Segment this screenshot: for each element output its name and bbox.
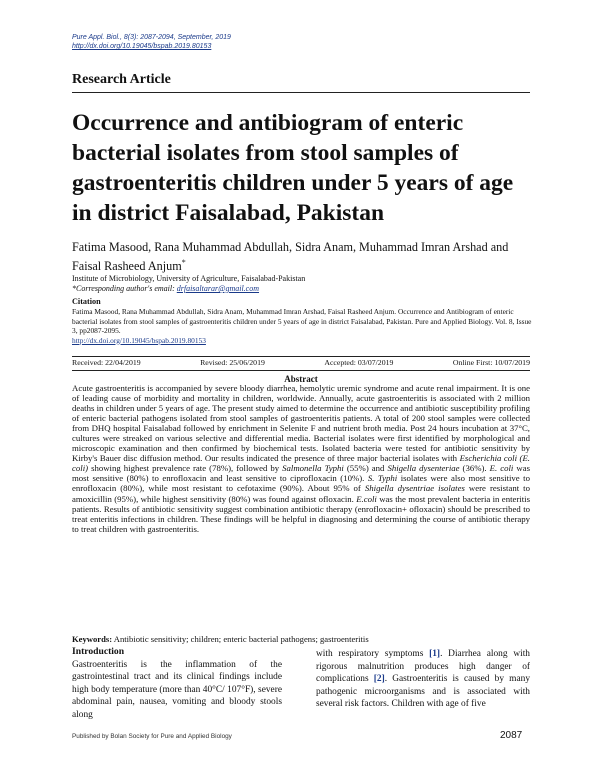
organism-name: S. Typhi [367, 473, 398, 484]
page-number: 2087 [500, 730, 523, 741]
citation-block [72, 307, 532, 345]
keywords-label: Keywords: [72, 634, 113, 644]
intro-text-left: Gastroenteritis is the inflammation of the gastrointestinal tract and its clinical findings include high body temperature (more than 40°C/ 107°F), severe abdominal pain, nausea, vomiting and bloody stools along [72, 659, 282, 720]
journal-doi-link[interactable]: http://dx.doi.org/10.19045/bspab.2019.80153 [72, 43, 212, 50]
organism-name: Escherichia coli (E. coli) [72, 453, 530, 474]
organism-name: Shigella dysenteriae [387, 463, 460, 474]
abstract-text: was the most prevalent bacteria in enteritis patients. Results of antibiotic sensitivity suggest combination antibiotic therapy (enrofloxacin+ ofloxacin) should be prescribed to treat enteritis infections in children. These findings will be helpful in diagnosing and determining the course of antibiotic therapy to treat children with gastroenteritis. [72, 493, 530, 534]
abstract-text: were resistant to amoxicillin (95%), while highest sensitivity (80%) was found against ofloxacin. [72, 483, 530, 504]
abstract-text: (55%) and [343, 463, 388, 474]
organism-name: E.coli [356, 493, 377, 504]
correspondence-email-link[interactable]: drfaisaltarar@gmail.com [176, 284, 260, 293]
authors-text: Fatima Masood, Rana Muhammad Abdullah, Sidra Anam, Muhammad Imran Arshad and Faisal Rasheed Anjum [72, 240, 509, 274]
date-online: Online First: 10/07/2019 [452, 358, 530, 367]
date-revised: Revised: 25/06/2019 [200, 358, 265, 367]
intro-text: with respiratory symptoms [316, 649, 430, 659]
date-accepted: Accepted: 03/07/2019 [324, 358, 394, 367]
intro-column-right [316, 648, 530, 711]
date-received: Received: 22/04/2019 [72, 358, 141, 367]
page-title: Occurrence and antibiogram of enteric bacterial isolates from stool samples of gastroenteritis children under 5 years of age in district Faisalabad, Pakistan [72, 110, 514, 226]
corresponding-mark: * [181, 258, 186, 267]
keywords-text: Antibiotic sensitivity; children; enteric bacterial pathogens; gastroenteritis [112, 634, 369, 644]
keywords [72, 634, 530, 644]
citation-doi-link[interactable]: http://dx.doi.org/10.19045/bspab.2019.80153 [72, 335, 206, 345]
footer-publisher: Published by Bolan Society for Pure and Applied Biology [72, 733, 232, 740]
citation-heading: Citation [72, 297, 101, 306]
journal-header [72, 33, 231, 51]
header-divider [72, 92, 530, 93]
intro-text: . Diarrhea along with rigorous malnutrition produces high danger of complications [316, 649, 530, 684]
affiliation: Institute of Microbiology, University of Agriculture, Faisalabad-Pakistan [72, 274, 306, 283]
correspondence [72, 284, 259, 294]
abstract-text: was most sensitive (80%) to enrofloxacin and least sensitive to ciprofloxacin (10%). [72, 463, 530, 484]
dates-bottom-divider [72, 370, 530, 371]
organism-name: Shigella dysentriae isolates [364, 483, 465, 494]
author-list [72, 239, 532, 274]
abstract-body [72, 383, 530, 534]
intro-text: . Gastroenteritis is caused by many pathogenic microorganisms and is associated with several risk factors. Children with age of five [316, 674, 531, 709]
journal-citation: Pure Appl. Biol., 8(3): 2087-2094, September, 2019 [72, 34, 231, 41]
dates-row [72, 358, 530, 367]
reference-link-1[interactable]: [1] [429, 649, 441, 659]
correspondence-label: *Corresponding author's email: [72, 284, 177, 293]
citation-text: Fatima Masood, Rana Muhammad Abdullah, Sidra Anam, Muhammad Imran Arshad, Faisal Rasheed Anjum. Occurrence and Antibiogram of enteric bacterial isolates from stool samples of gastroenteritis children under 5 years of age in district Faisalabad, Pakistan. Pure and Applied Biology. Vol. 8, Issue 3, pp2087-2095. [72, 307, 532, 336]
abstract-text: Acute gastroenteritis is accompanied by severe bloody diarrhea, hemolytic uremic syndrome and acute renal impairment. It is one of leading cause of morbidity and mortality in children, worldwide. Annually, acute gastroenteritis is associated with 2 million deaths in children under 5 years of age. The present study aimed to determine the occurrence and antibiotic susceptibility profiling of enteric bacterial pathogens isolated from stool samples of gastroenteritis patients. A total of 200 stool samples were collected from DHQ hospital Faisalabad followed by enrichment in Selenite F and nutrient broth media. Post 24 hours incubation at 37°C, cultures were streaked on various selective and differential media. Bacterial isolates were first identified by morphological and microscopic examination and then confirmed by biochemical tests. Isolated bacteria were tested for antibiotic sensitivity by Kirby's Bauer disc diffusion method. Our results indicated the presence of three major bacterial isolates with [72, 383, 530, 464]
organism-name: E. coli [489, 463, 514, 474]
abstract-heading: Abstract [284, 374, 318, 384]
abstract-text: (36%). [459, 463, 490, 474]
organism-name: Salmonella Typhi [282, 463, 344, 474]
abstract-text: showing highest prevalence rate (78%), followed by [88, 463, 283, 474]
abstract-text: isolates were also most sensitive to enrofloxacin (80%), while most resistant to cefotaxime (90%). About 95% of [72, 473, 530, 494]
dates-top-divider [72, 356, 530, 357]
intro-heading: Introduction [72, 646, 125, 657]
reference-link-2[interactable]: [2] [373, 674, 385, 684]
article-type: Research Article [72, 72, 171, 87]
intro-column-left [72, 646, 282, 721]
